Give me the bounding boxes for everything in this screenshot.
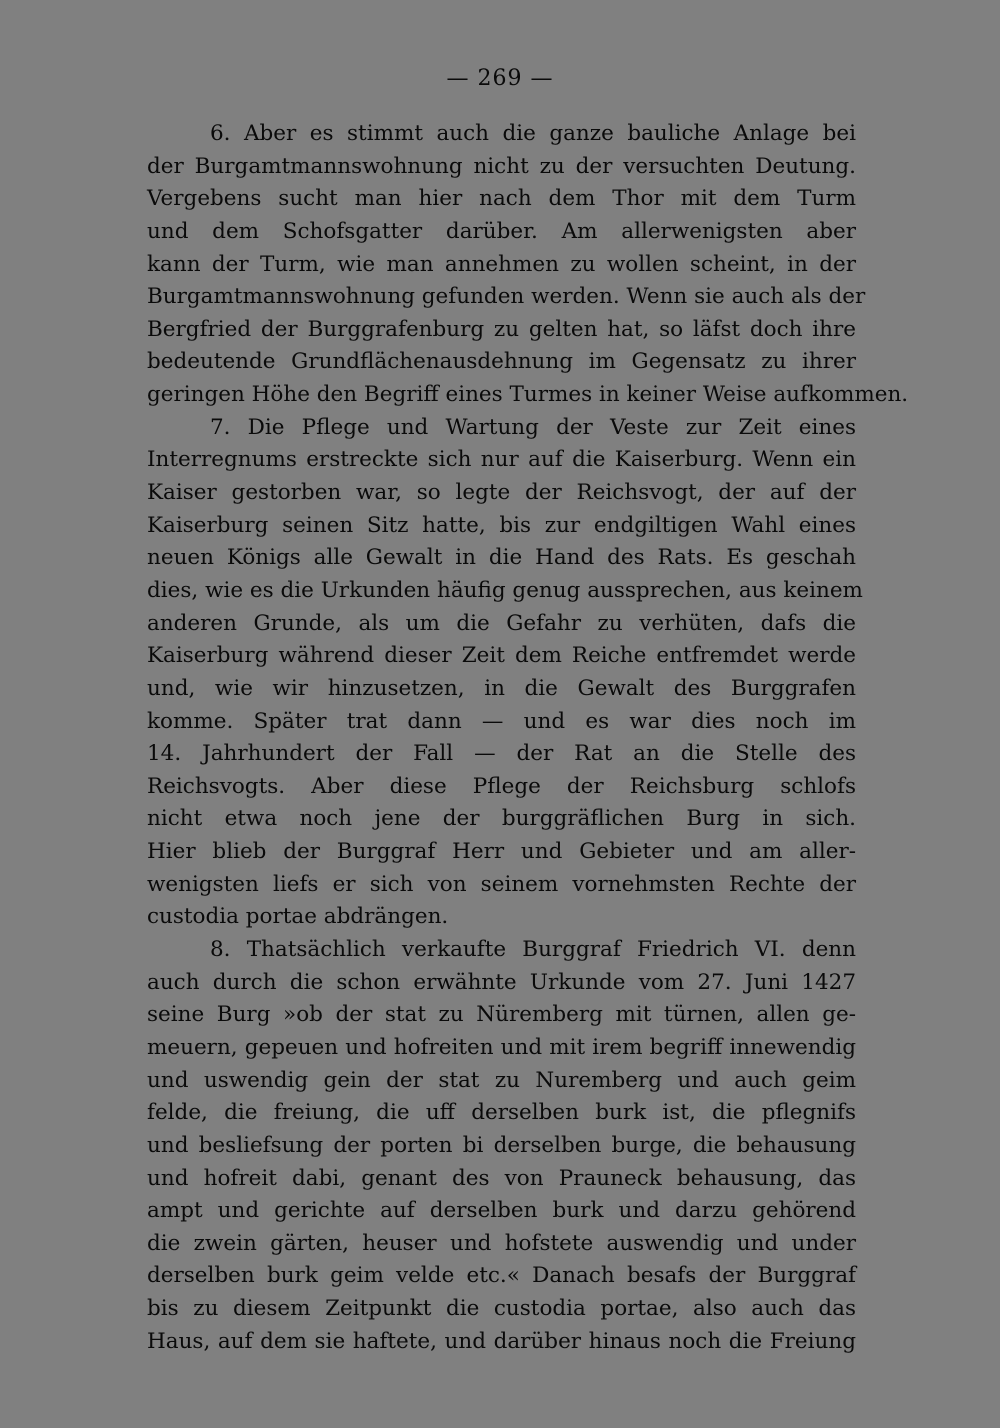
text-line: und hofreit dabi, genant des von Prauneck behausung, das <box>147 1165 856 1191</box>
text-line: Reichsvogts. Aber diese Pflege der Reichsburg schlofs <box>147 773 856 799</box>
text-line: Kaiserburg während dieser Zeit dem Reiche entfremdet werde <box>147 643 856 669</box>
text-line: kann der Turm, wie man annehmen zu wollen scheint, in der <box>147 251 856 277</box>
text-line: meuern, gepeuen und hofreiten und mit irem begriff innewendig <box>147 1034 856 1060</box>
text-line: Burgamtmannswohnung gefunden werden. Wenn sie auch als der <box>147 284 866 310</box>
text-line: Interregnums erstreckte sich nur auf die Kaiserburg. Wenn ein <box>147 447 856 473</box>
text-line: custodia portae abdrängen. <box>147 904 449 930</box>
text-line: und, wie wir hinzusetzen, in die Gewalt des Burggrafen <box>147 675 856 701</box>
text-line: derselben burk geim velde etc.« Danach besafs der Burggraf <box>147 1263 856 1289</box>
text-line: nicht etwa noch jene der burggräflichen Burg in sich. <box>147 806 856 832</box>
text-line: der Burgamtmannswohnung nicht zu der versuchten Deutung. <box>147 153 856 179</box>
page-number: — 269 — <box>446 66 554 91</box>
text-line: 14. Jahrhundert der Fall — der Rat an die Stelle des <box>147 741 856 767</box>
text-line: Kaiserburg seinen Sitz hatte, bis zur endgiltigen Wahl eines <box>147 512 856 538</box>
text-line: Haus, auf dem sie haftete, und darüber hinaus noch die Freiung <box>147 1328 856 1354</box>
text-line: komme. Später trat dann — und es war dies noch im <box>147 708 856 734</box>
text-body <box>147 118 909 1358</box>
text-line: auch durch die schon erwähnte Urkunde vom 27. Juni 1427 <box>147 969 856 995</box>
text-line: geringen Höhe den Begriff eines Turmes in keiner Weise aufkommen. <box>147 382 909 408</box>
text-line: 6. Aber es stimmt auch die ganze bauliche Anlage bei <box>210 121 856 146</box>
text-line: Bergfried der Burggrafenburg zu gelten hat, so läfst doch ihre <box>147 316 856 342</box>
text-line: und dem Schofsgatter darüber. Am allerwenigsten aber <box>147 218 856 244</box>
text-line: Hier blieb der Burggraf Herr und Gebieter und am aller- <box>147 839 856 865</box>
text-line: und besliefsung der porten bi derselben burge, die behausung <box>147 1132 856 1158</box>
text-line: seine Burg »ob der stat zu Nüremberg mit türnen, allen ge- <box>147 1002 856 1028</box>
text-line: bis zu diesem Zeitpunkt die custodia portae, also auch das <box>147 1296 856 1322</box>
text-line: 7. Die Pflege und Wartung der Veste zur Zeit eines <box>210 414 856 440</box>
text-line: dies, wie es die Urkunden häufig genug aussprechen, aus keinem <box>147 577 863 603</box>
text-line: und uswendig gein der stat zu Nuremberg und auch geim <box>147 1067 856 1093</box>
text-line: wenigsten liefs er sich von seinem vornehmsten Rechte der <box>147 871 856 897</box>
text-line: Vergebens sucht man hier nach dem Thor mit dem Turm <box>147 186 856 212</box>
text-line: neuen Königs alle Gewalt in die Hand des Rats. Es geschah <box>147 545 856 571</box>
text-line: Kaiser gestorben war, so legte der Reichsvogt, der auf der <box>147 480 856 506</box>
text-line: die zwein gärten, heuser und hofstete auswendig und under <box>147 1230 856 1256</box>
text-line: 8. Thatsächlich verkaufte Burggraf Friedrich VI. denn <box>210 937 856 963</box>
text-line: anderen Grunde, als um die Gefahr zu verhüten, dafs die <box>147 610 856 636</box>
text-line: felde, die freiung, die uff derselben burk ist, die pflegnifs <box>147 1100 856 1126</box>
text-line: ampt und gerichte auf derselben burk und darzu gehörend <box>147 1198 856 1224</box>
text-line: bedeutende Grundflächenausdehnung im Gegensatz zu ihrer <box>147 349 856 375</box>
